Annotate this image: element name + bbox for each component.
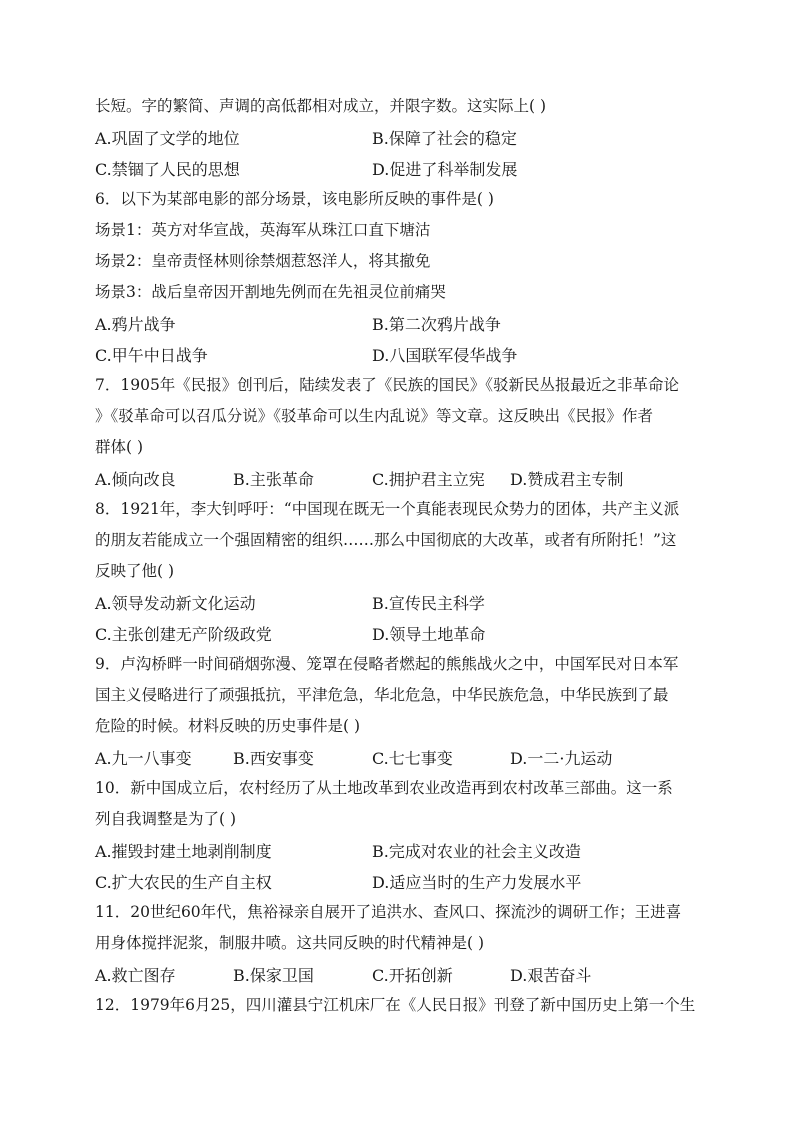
q11-stem-line-1: 11．20世纪60年代，焦裕禄亲自展开了追洪水、查风口、探流沙的调研工作；王进喜 (95, 903, 682, 921)
q11-option-c: C.开拓创新 (372, 966, 453, 985)
q7-option-d: D.赞成君主专制 (510, 470, 624, 489)
q6-scene-1: 场景1：英方对华宣战，英海军从珠江口直下塘沽 (95, 221, 431, 239)
q6-option-c: C.甲午中日战争 (95, 346, 208, 365)
q8-stem-line-1: 8．1921年，李大钊呼吁：“中国现在既无一个真能表现民众势力的团体，共产主义派 (95, 500, 680, 518)
q9-option-b: B.西安事变 (233, 749, 314, 768)
q11-option-d: D.艰苦奋斗 (510, 966, 592, 985)
q8-option-b: B.宣传民主科学 (372, 594, 485, 613)
q10-stem-line-2: 列自我调整是为了( ) (95, 810, 237, 828)
q7-stem-line-3: 群体( ) (95, 438, 144, 456)
q11-option-a: A.救亡图存 (95, 966, 176, 985)
q9-option-a: A.九一八事变 (95, 749, 192, 768)
q10-option-c: C.扩大农民的生产自主权 (95, 873, 272, 892)
q10-option-a: A.摧毁封建土地剥削制度 (95, 842, 272, 861)
q7-option-b: B.主张革命 (233, 470, 314, 489)
q10-option-d: D.适应当时的生产力发展水平 (372, 873, 582, 892)
q12-stem-line-1: 12．1979年6月25，四川灌县宁江机床厂在《人民日报》刊登了新中国历史上第一个生 (95, 996, 696, 1014)
q5-stem-tail: 长短。字的繁简、声调的高低都相对成立，并限字数。这实际上( ) (95, 97, 547, 115)
q5-option-b: B.保障了社会的稳定 (372, 129, 517, 148)
q7-stem-line-1: 7．1905年《民报》创刊后，陆续发表了《民族的国民》《驳新民丛报最近之非革命论 (95, 376, 680, 394)
q5-option-d: D.促进了科举制发展 (372, 160, 518, 179)
q10-stem-line-1: 10．新中国成立后，农村经历了从土地改革到农业改造再到农村改革三部曲。这一系 (95, 779, 673, 797)
q6-option-d: D.八国联军侵华战争 (372, 346, 518, 365)
q9-option-d: D.一二·九运动 (510, 749, 613, 768)
q10-option-b: B.完成对农业的社会主义改造 (372, 842, 581, 861)
q6-stem: 6．以下为某部电影的部分场景，该电影所反映的事件是( ) (95, 190, 494, 208)
q6-option-b: B.第二次鸦片战争 (372, 315, 501, 334)
q8-stem-line-3: 反映了他( ) (95, 562, 175, 580)
q11-stem-line-2: 用身体搅拌泥浆，制服井喷。这共同反映的时代精神是( ) (95, 934, 485, 952)
q8-option-a: A.领导发动新文化运动 (95, 594, 256, 613)
q9-stem-line-2: 国主义侵略进行了顽强抵抗，平津危急，华北危急，中华民族危急，中华民族到了最 (95, 686, 669, 704)
q6-scene-2: 场景2：皇帝责怪林则徐禁烟惹怒洋人，将其撤免 (95, 252, 431, 270)
q5-option-a: A.巩固了文学的地位 (95, 129, 240, 148)
q9-stem-line-1: 9．卢沟桥畔一时间硝烟弥漫、笼罩在侵略者燃起的熊熊战火之中，中国军民对日本军 (95, 655, 679, 673)
q6-option-a: A.鸦片战争 (95, 315, 176, 334)
q8-option-d: D.领导土地革命 (372, 625, 486, 644)
q8-stem-line-2: 的朋友若能成立一个强固精密的组织……那么中国彻底的大改革，或者有所附托！”这 (95, 531, 677, 549)
q7-option-c: C.拥护君主立宪 (372, 470, 485, 489)
q9-option-c: C.七七事变 (372, 749, 453, 768)
q7-option-a: A.倾向改良 (95, 470, 176, 489)
q5-option-c: C.禁锢了人民的思想 (95, 160, 240, 179)
q8-option-c: C.主张创建无产阶级政党 (95, 625, 272, 644)
q11-option-b: B.保家卫国 (233, 966, 314, 985)
q6-scene-3: 场景3：战后皇帝因开割地先例而在先祖灵位前痛哭 (95, 283, 446, 301)
q7-stem-line-2: 》《驳革命可以召瓜分说》《驳革命可以生内乱说》等文章。这反映出《民报》作者 (95, 407, 654, 425)
q9-stem-line-3: 危险的时候。材料反映的历史事件是( ) (95, 717, 361, 735)
